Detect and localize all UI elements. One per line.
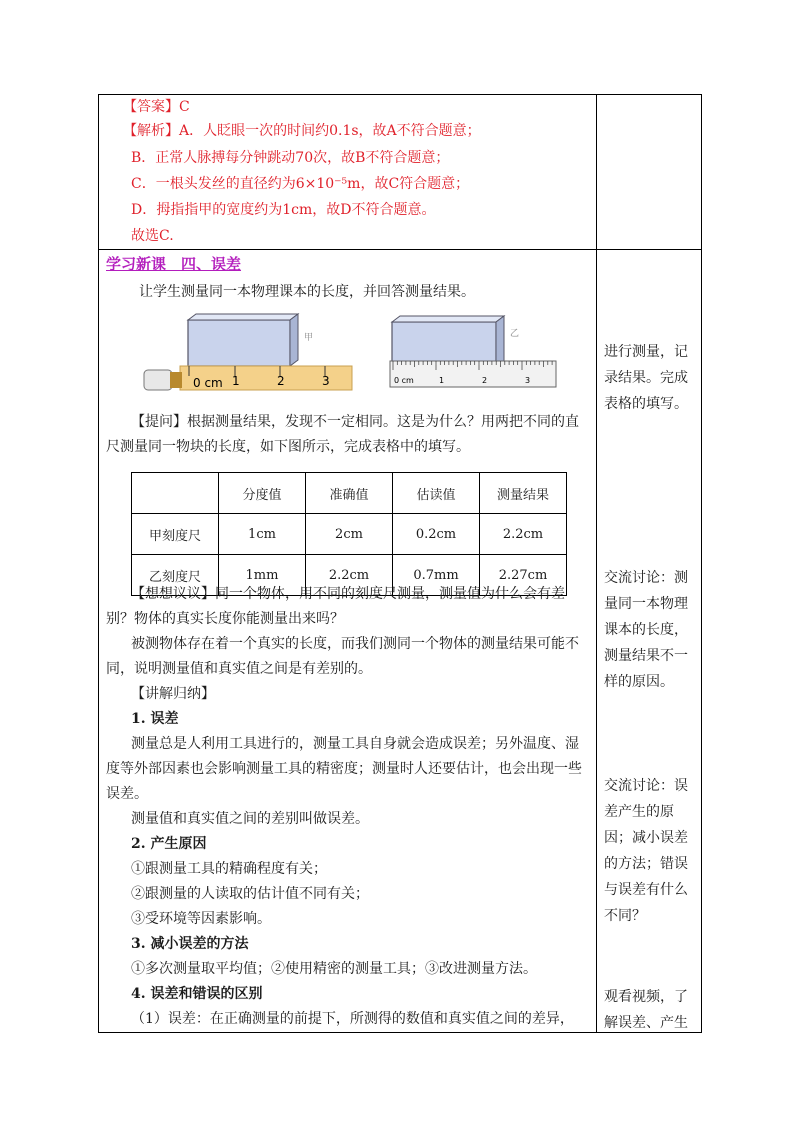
- cause-3: ③受环境等因素影响。: [131, 911, 271, 927]
- table-header-cell: 估读值: [393, 473, 480, 514]
- section-title: 学习新课 四、误差: [106, 255, 242, 273]
- para-error-3: 误差。: [106, 786, 148, 802]
- question-line-1: 【提问】根据测量结果，发现不一定相同。这是为什么？用两把不同的直: [131, 414, 579, 430]
- activity-video: 观看视频，了解误差、产生: [604, 989, 688, 1031]
- ruler-figure-left: [140, 312, 358, 394]
- tape-clip-left: [144, 370, 172, 390]
- ruler-figure-right: [384, 312, 560, 390]
- tick-label-l3: 3: [322, 374, 330, 388]
- table-cell: 甲刻度尺: [132, 514, 219, 555]
- summary-label: 【讲解归纳】: [131, 686, 215, 702]
- reduce-methods: ①多次测量取平均值；②使用精密的测量工具；③改进测量方法。: [131, 961, 537, 977]
- block-left-side: [290, 314, 298, 366]
- ruler-right-body: [390, 361, 556, 387]
- tick-label-l0: 0 cm: [193, 376, 223, 390]
- para-error-def: 测量值和真实值之间的差别叫做误差。: [131, 811, 369, 827]
- cause-2: ②跟测量的人读取的估计值不同有关；: [131, 886, 369, 902]
- table-header-cell: 测量结果: [480, 473, 567, 514]
- table-cell: 1mm: [219, 555, 306, 596]
- right-ruler-mark: 乙: [510, 329, 520, 339]
- tick-label-r0: 0 cm: [394, 376, 414, 385]
- explain-line-2: 同，说明测量值和真实值之间是有差别的。: [106, 661, 372, 677]
- table-cell: 2.27cm: [480, 555, 567, 596]
- table-header-cell: 准确值: [306, 473, 393, 514]
- table-cell: 2.2cm: [480, 514, 567, 555]
- think-line-2: 别？物体的真实长度你能测量出来吗？: [106, 611, 344, 627]
- tick-label-l1: 1: [232, 374, 240, 388]
- tape-hook-left: [170, 372, 182, 388]
- tick-label-r1: 1: [439, 376, 445, 385]
- analysis-conclusion: 故选C.: [131, 228, 174, 244]
- intro-text: 让学生测量同一本物理课本的长度，并回答测量结果。: [139, 284, 475, 300]
- block-left-top: [188, 314, 298, 320]
- activity-discuss-1: 交流讨论：测量同一本物理课本的长度，测量结果不一样的原因。: [604, 570, 688, 690]
- table-cell: 0.7mm: [393, 555, 480, 596]
- tick-label-l2: 2: [277, 374, 285, 388]
- column-divider: [596, 94, 597, 1033]
- row-divider: [98, 249, 702, 250]
- table-header-cell: 分度值: [219, 473, 306, 514]
- table-header-cell: [132, 473, 219, 514]
- think-line-1: 【想想议议】同一个物体，用不同的刻度尺测量，测量值为什么会有差: [131, 586, 565, 602]
- activity-discuss-2: 交流讨论：误差产生的原因；减小误差的方法；错误与误差有什么不同？: [604, 778, 688, 924]
- tick-label-r3: 3: [525, 376, 531, 385]
- analysis-c: C．一根头发丝的直径约为6×10⁻⁵m，故C符合题意；: [131, 176, 470, 192]
- question-line-2: 尺测量同一物块的长度，如下图所示，完成表格中的填写。: [106, 439, 470, 455]
- block-left: [188, 320, 290, 366]
- block-right-side: [496, 316, 504, 368]
- activity-measure: 进行测量，记录结果。完成表格的填写。: [604, 344, 688, 412]
- answer-label: 【答案】C: [123, 99, 190, 115]
- explain-line-1: 被测物体存在着一个真实的长度，而我们测同一个物体的测量结果可能不: [131, 636, 579, 652]
- table-cell: 0.2cm: [393, 514, 480, 555]
- heading-causes: 2. 产生原因: [131, 836, 207, 852]
- table-cell: 乙刻度尺: [132, 555, 219, 596]
- analysis-b: B．正常人脉搏每分钟跳动70次，故B不符合题意；: [131, 150, 450, 166]
- table-cell: 1cm: [219, 514, 306, 555]
- table-cell: 2cm: [306, 514, 393, 555]
- para-error-1: 测量总是人利用工具进行的，测量工具自身就会造成误差；另外温度、湿: [131, 736, 579, 752]
- cause-1: ①跟测量工具的精确程度有关；: [131, 861, 327, 877]
- block-right-top: [392, 316, 504, 322]
- left-ruler-mark: 甲: [304, 333, 314, 343]
- measurement-table: [131, 472, 567, 596]
- analysis-a: 【解析】A．人眨眼一次的时间约0.1s，故A不符合题意；: [123, 123, 481, 139]
- tick-label-r2: 2: [482, 376, 488, 385]
- analysis-d: D．拇指指甲的宽度约为1cm，故D不符合题意。: [131, 202, 436, 218]
- table-cell: 2.2cm: [306, 555, 393, 596]
- heading-difference: 4. 误差和错误的区别: [131, 986, 263, 1002]
- para-error-2: 度等外部因素也会影响测量工具的精密度；测量时人还要估计，也会出现一些: [106, 761, 582, 777]
- table-header-row: [132, 473, 567, 514]
- heading-error: 1. 误差: [131, 711, 179, 727]
- difference-line-1: （1）误差：在正确测量的前提下，所测得的数值和真实值之间的差异，: [131, 1011, 574, 1027]
- heading-reduce: 3. 减小误差的方法: [131, 936, 249, 952]
- table-row: [132, 514, 567, 555]
